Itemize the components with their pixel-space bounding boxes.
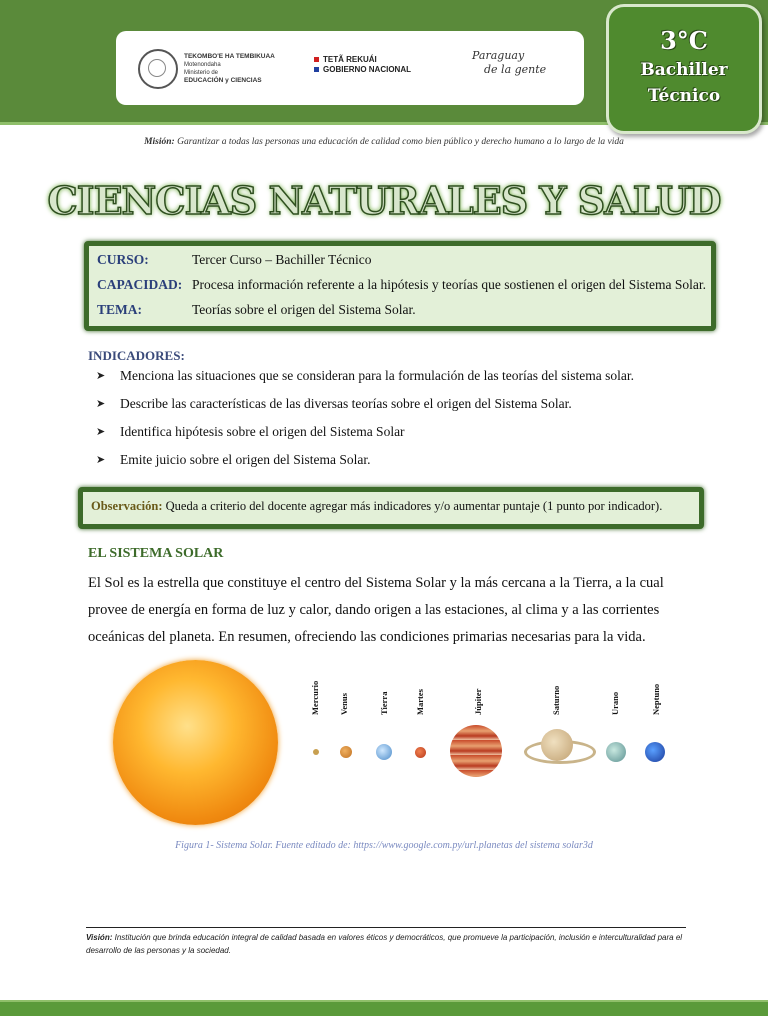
earth-planet: [376, 744, 392, 760]
paraguay-logo: [472, 49, 546, 77]
arrow-bullet-icon: ➤: [96, 370, 106, 382]
neptune-planet: [645, 742, 665, 762]
planet-label-urano: Urano: [610, 691, 620, 715]
planet-label-neptuno: Neptuno: [651, 683, 661, 715]
saturn-planet: [541, 729, 573, 761]
venus-planet: [340, 746, 352, 758]
indicador-text: Emite juicio sobre el origen del Sistema Solar.: [120, 452, 371, 467]
jupiter-planet: [450, 725, 502, 777]
tema-label: TEMA:: [97, 302, 142, 317]
arrow-bullet-icon: ➤: [96, 454, 106, 466]
planet-label-tierra: Tierra: [379, 691, 389, 715]
paraguay-logo-line2: de la gente: [484, 63, 547, 76]
vision-label: Visión:: [86, 933, 113, 942]
mec-logo: [138, 49, 275, 89]
section-title: EL SISTEMA SOLAR: [88, 546, 224, 561]
mision-label: Misión:: [144, 137, 175, 147]
flag-red-square-icon: [314, 57, 319, 62]
mercury-planet: [313, 749, 319, 755]
badge-line3: Técnico: [647, 86, 721, 106]
planet-label-saturno: Saturno: [551, 685, 561, 715]
tema-value: Teorías sobre el origen del Sistema Solar.: [192, 302, 416, 317]
course-info-box: [84, 241, 716, 331]
logo-strip: [116, 31, 584, 105]
capacidad-value: Procesa información referente a la hipótesis y teorías que sostienen el origen del Sistema Solar.: [192, 277, 706, 292]
gobierno-logo: [314, 55, 411, 75]
indicador-text: Identifica hipótesis sobre el origen del Sistema Solar: [120, 424, 405, 439]
arrow-bullet-icon: ➤: [96, 426, 106, 438]
paraguay-logo-line1: Paraguay: [472, 49, 525, 62]
capacidad-label: CAPACIDAD:: [97, 277, 183, 292]
footer-band: [0, 1000, 768, 1016]
mars-planet: [415, 747, 426, 758]
vision-divider: [86, 927, 686, 928]
gobierno-line1: TETÃ REKUÁI: [323, 55, 377, 64]
mec-logo-sub3: EDUCACIÓN y CIENCIAS: [184, 77, 262, 84]
sun-image: [113, 660, 278, 825]
arrow-bullet-icon: ➤: [96, 398, 106, 410]
gobierno-line2: GOBIERNO NACIONAL: [323, 65, 411, 74]
planet-label-mercurio: Mercurio: [310, 680, 320, 715]
curso-value: Tercer Curso – Bachiller Técnico: [192, 252, 372, 267]
indicadores-title: INDICADORES:: [88, 348, 185, 363]
planet-label-venus: Venus: [339, 693, 349, 715]
planet-label-jupiter: Júpiter: [473, 688, 483, 715]
figure-caption: Figura 1- Sistema Solar. Fuente editado de: https://www.google.com.py/url.planetas del sistema solar3d: [175, 840, 593, 851]
mision-text: Garantizar a todas las personas una educación de calidad como bien público y derecho humano a lo largo de la vida: [177, 137, 624, 147]
mec-logo-sub2: Ministerio de: [184, 70, 219, 76]
uranus-planet: [606, 742, 626, 762]
indicador-text: Menciona las situaciones que se consideran para la formulación de las teorías del sistema solar.: [120, 368, 634, 383]
planet-label-martes: Martes: [415, 689, 425, 715]
curso-label: CURSO:: [97, 252, 149, 267]
observacion-label: Observación:: [91, 499, 163, 513]
section-paragraph: El Sol es la estrella que constituye el centro del Sistema Solar y la más cercana a la Tierra, a la cual provee de energía en forma de luz y calor, dando origen a las estaciones, al clima y a las corrientes oceánicas del planeta. En resumen, ofreciendo las condiciones primarias necesarias para la vida.: [88, 575, 664, 645]
mec-logo-sub1: Motenondaha: [184, 62, 221, 68]
badge-line2: Bachiller: [640, 60, 728, 80]
mision-statement: [0, 137, 768, 147]
vision-statement: [86, 931, 686, 957]
page-title: CIENCIAS NATURALES Y SALUD: [47, 178, 721, 223]
mec-logo-name: TEKOMBO'E HA TEMBIKUAA: [184, 53, 275, 60]
indicador-text: Describe las características de las diversas teorías sobre el origen del Sistema Solar.: [120, 396, 572, 411]
national-seal-icon: [138, 49, 178, 89]
grade-label: 3°C: [660, 26, 708, 55]
observacion-box: [78, 487, 704, 529]
grade-badge: [606, 4, 762, 134]
flag-blue-square-icon: [314, 67, 319, 72]
vision-text: Institución que brinda educación integral de calidad basada en valores éticos y democráticos, que promueve la participación, inclusión e interculturalidad para el desarrollo de las personas y la sociedad.: [86, 933, 683, 955]
observacion-text: Queda a criterio del docente agregar más indicadores y/o aumentar puntaje (1 punto por indicador).: [165, 499, 663, 513]
